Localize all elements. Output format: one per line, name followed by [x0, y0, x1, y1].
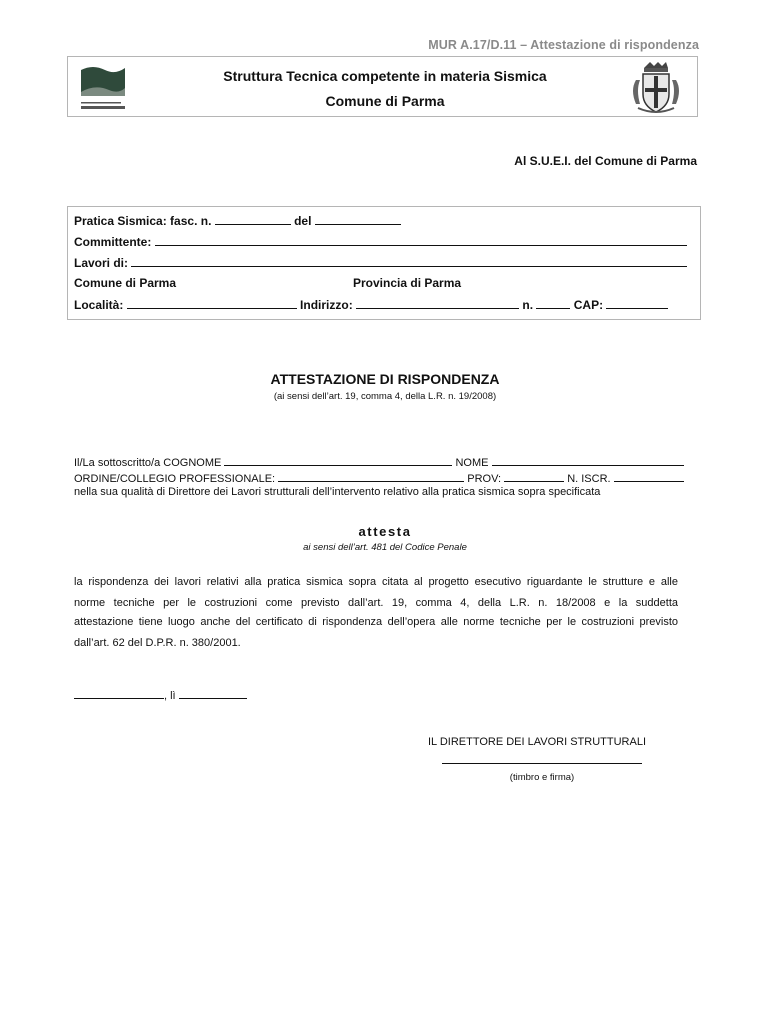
indirizzo-field[interactable] — [356, 297, 519, 309]
paragraph-line-2: norme tecniche per le costruzioni come previsto dall’art. 19, comma 4, della L.R. n. 18/2008 e la suddetta — [74, 597, 678, 609]
ordine-label: ORDINE/COLLEGIO PROFESSIONALE: — [74, 473, 276, 485]
iscr-label: N. ISCR. — [567, 473, 611, 485]
iscr-field[interactable] — [614, 470, 684, 482]
del-date-field[interactable] — [315, 213, 401, 225]
localita-label: Località: — [74, 298, 124, 312]
ordine-field[interactable] — [278, 470, 464, 482]
fasc-number-field[interactable] — [215, 213, 291, 225]
attesta-title: attesta — [358, 524, 412, 539]
regione-logo-icon — [79, 62, 127, 112]
li-label: , lì — [164, 690, 176, 702]
lavori-label: Lavori di: — [74, 256, 129, 270]
del-label: del — [294, 214, 312, 228]
nome-field[interactable] — [492, 454, 684, 466]
declarant-role-line: nella sua qualità di Direttore dei Lavori strutturali dell’intervento relativo alla pratica sismica sopra specificata — [74, 486, 601, 498]
paragraph-line-4: dall’art. 62 del D.P.R. n. 380/2001. — [74, 637, 241, 649]
lavori-row — [74, 255, 687, 270]
pratica-label: Pratica Sismica: fasc. n. — [74, 214, 212, 228]
paragraph-line-3: attestazione tiene luogo anche del certificato di rispondenza dell’opera alle norme tecniche per le costruzioni previsto — [74, 616, 678, 628]
committente-label: Committente: — [74, 235, 152, 249]
cognome-field[interactable] — [224, 454, 452, 466]
header-title: Struttura Tecnica competente in materia Sismica — [223, 68, 547, 84]
document-code: MUR A.17/D.11 – Attestazione di rispondenza — [428, 38, 699, 52]
attestazione-title: ATTESTAZIONE DI RISPONDENZA — [270, 371, 500, 387]
paragraph-line-1: la rispondenza dei lavori relativi alla pratica sismica sopra citata al progetto esecutivo riguardante le strutture e alle — [74, 576, 678, 588]
cap-field[interactable] — [606, 297, 668, 309]
pratica-row — [74, 213, 401, 228]
prov-label: PROV: — [467, 473, 502, 485]
signature-line[interactable] — [442, 763, 642, 764]
committente-row — [74, 234, 687, 249]
localita-row — [74, 297, 668, 312]
place-date-row — [74, 687, 247, 702]
lavori-field[interactable] — [131, 255, 687, 267]
numero-field[interactable] — [536, 297, 570, 309]
date-field[interactable] — [179, 687, 247, 699]
nome-label: NOME — [455, 457, 489, 469]
provincia-label: Provincia di Parma — [353, 276, 462, 290]
committente-field[interactable] — [155, 234, 687, 246]
signature-title: IL DIRETTORE DEI LAVORI STRUTTURALI — [428, 736, 646, 748]
cognome-label: Il/La sottoscritto/a COGNOME — [74, 457, 222, 469]
indirizzo-label: Indirizzo: — [300, 298, 353, 312]
declarant-order-row — [74, 470, 684, 485]
comune-label: Comune di Parma — [74, 276, 177, 290]
attestazione-subtitle: (ai sensi dell’art. 19, comma 4, della L.R. n. 19/2008) — [273, 391, 497, 402]
declarant-name-row — [74, 454, 684, 469]
numero-label: n. — [522, 298, 534, 312]
attesta-subtitle: ai sensi dell’art. 481 del Codice Penale — [303, 542, 467, 553]
place-field[interactable] — [74, 687, 164, 699]
signature-note: (timbro e firma) — [509, 772, 575, 783]
parma-coat-of-arms-icon — [628, 60, 684, 116]
cap-label: CAP: — [573, 298, 604, 312]
prov-field[interactable] — [504, 470, 564, 482]
header-subtitle: Comune di Parma — [325, 93, 445, 109]
recipient-line: Al S.U.E.I. del Comune di Parma — [514, 154, 697, 168]
localita-field[interactable] — [127, 297, 297, 309]
